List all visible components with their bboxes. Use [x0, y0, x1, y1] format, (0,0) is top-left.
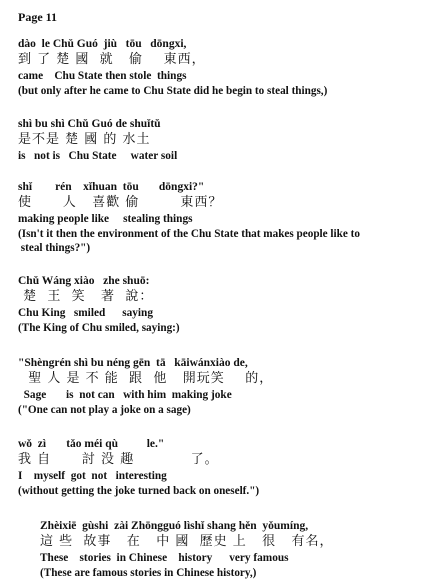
- pinyin-line-4: Chǔ Wáng xiào zhe shuō:: [18, 275, 150, 287]
- page-title: Page 11: [18, 10, 57, 24]
- pinyin-line-7: Zhèixiē gùshi zài Zhōngguó lìshǐ shang hěn yǒumíng,: [40, 520, 309, 532]
- hanzi-line-5: 聖 人 是 不 能 跟 他 開玩笑 的，: [18, 371, 274, 386]
- hanzi-line-2: 是不是 楚 國 的 水土: [18, 132, 151, 147]
- translation-line-1: (but only after he came to Chu State did he begin to steal things,): [18, 85, 328, 97]
- translation-line-4: (The King of Chu smiled, saying:): [18, 322, 180, 334]
- gloss-line-4: Chu King smiled saying: [18, 307, 153, 319]
- pinyin-line-6: wǒ zì tǎo méi qù le.": [18, 438, 165, 450]
- hanzi-line-3: 使 人 喜歡 偷 東西？: [18, 195, 223, 210]
- translation-line-7: (These are famous stories in Chinese history,): [40, 567, 257, 579]
- hanzi-line-7: 這 些 故事 在 中 國 歷史 上 很 有名，: [40, 534, 334, 549]
- gloss-line-1: came Chu State then stole things: [18, 70, 187, 82]
- gloss-line-2: is not is Chu State water soil: [18, 150, 178, 162]
- gloss-line-5: Sage is not can with him making joke: [18, 389, 232, 401]
- hanzi-line-1: 到 了 楚 國 就 偷 東西，: [18, 52, 206, 67]
- pinyin-line-2: shì bu shì Chǔ Guó de shuǐtǔ: [18, 118, 161, 130]
- gloss-line-3: making people like stealing things: [18, 213, 193, 225]
- pinyin-line-3: shǐ rén xǐhuan tōu dōngxi?": [18, 181, 205, 193]
- pinyin-line-5: "Shèngrén shì bu néng gēn tā kāiwánxiào de,: [18, 357, 248, 369]
- translation-line-5: ("One can not play a joke on a sage): [18, 404, 191, 416]
- gloss-line-6: I myself got not interesting: [18, 470, 167, 482]
- hanzi-line-4: 楚 王 笑 著 說：: [18, 289, 154, 304]
- gloss-line-7: These stories in Chinese history very famous: [40, 552, 289, 564]
- pinyin-line-1: dào le Chǔ Guó jiù tōu dōngxi,: [18, 38, 187, 50]
- hanzi-line-6: 我 自 討 没 趣 了。: [18, 452, 219, 467]
- translation-line-3: (Isn't it then the environment of the Chu State that makes people like to steal things?"): [18, 228, 360, 254]
- translation-line-6: (without getting the joke turned back on oneself."): [18, 485, 260, 497]
